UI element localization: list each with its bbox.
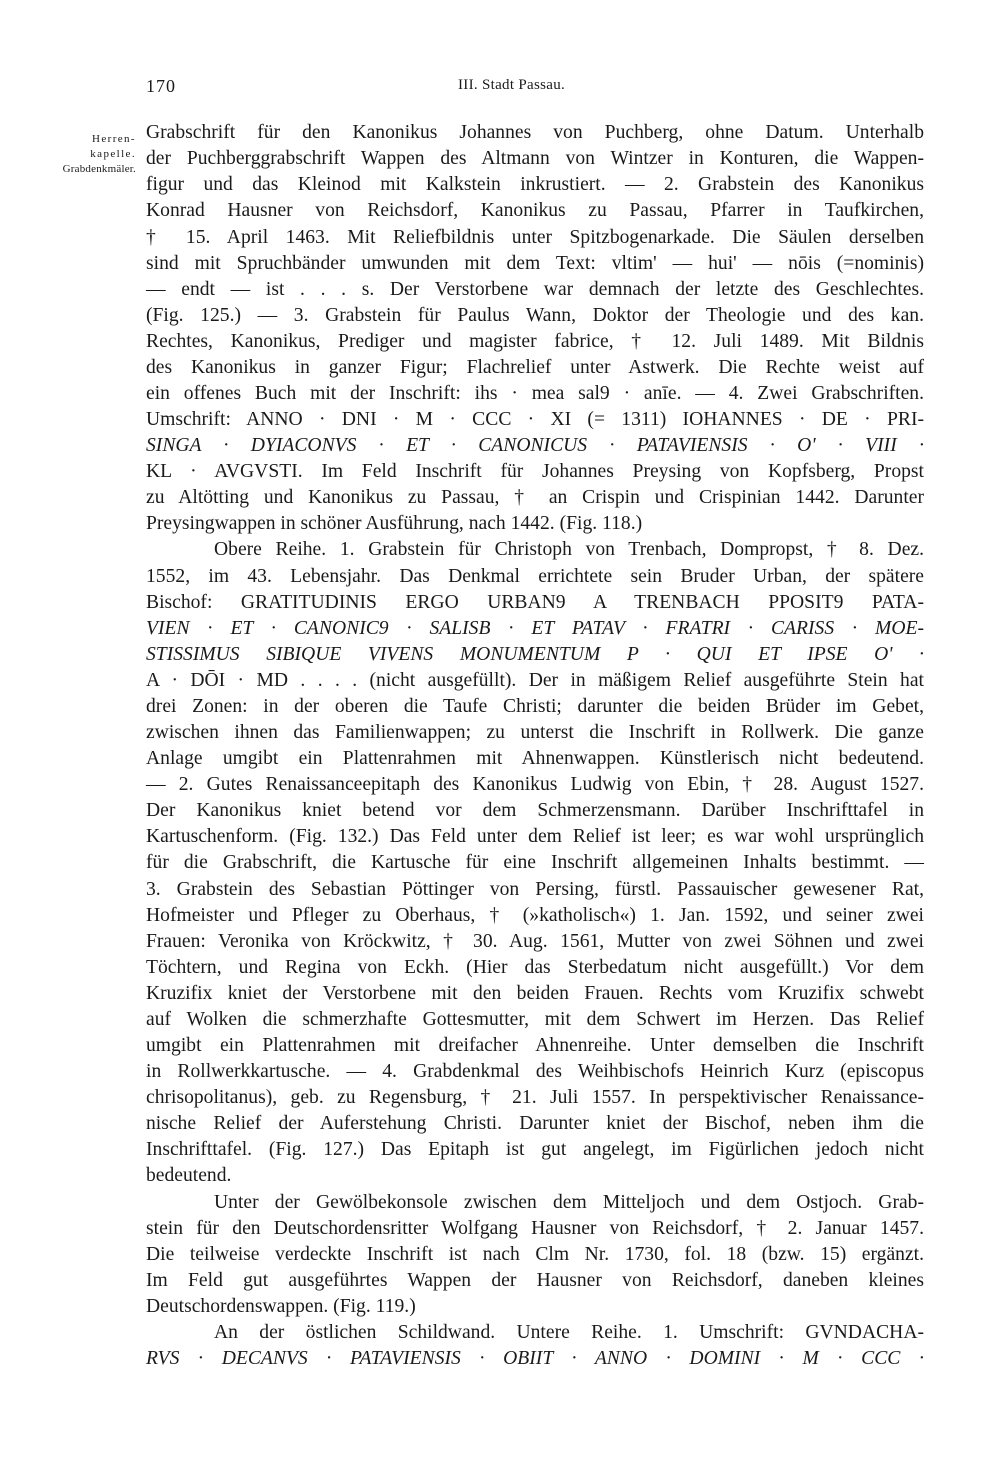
- text-line: Grabschrift für den Kanonikus Johannes von Puchberg, ohne Datum. Unterhalb: [146, 122, 924, 143]
- text-line: Anlage umgibt ein Plattenrahmen mit Ahnenwappen. Künstlerisch nicht bedeutend.: [146, 748, 924, 769]
- text-line: Töchtern, und Regina von Eckh. (Hier das Sterbedatum nicht ausgefüllt.) Vor dem: [146, 957, 924, 978]
- text-line: stein für den Deutschordensritter Wolfgang Hausner von Reichsdorf, † 2. Januar 1457.: [146, 1218, 924, 1239]
- text-line: nische Relief der Auferstehung Christi. Darunter kniet der Bischof, neben ihm die: [146, 1113, 924, 1134]
- margin-note-line: kapelle.: [90, 148, 136, 160]
- text-line: An der östlichen Schildwand. Untere Reihe. 1. Umschrift: GVNDACHA-: [214, 1322, 924, 1343]
- text-line: — endt — ist . . . s. Der Verstorbene war demnach der letzte des Geschlechtes.: [146, 279, 924, 300]
- margin-note-line: Herren-: [92, 133, 136, 145]
- text-line: KL · AVGVSTI. Im Feld Inschrift für Johannes Preysing von Kopfsberg, Propst: [146, 461, 924, 482]
- text-line: auf Wolken die schmerzhafte Gottesmutter, mit dem Schwert im Herzen. Das Relief: [146, 1009, 924, 1030]
- text-line: (Fig. 125.) — 3. Grabstein für Paulus Wann, Doktor der Theologie und des kan.: [146, 305, 924, 326]
- text-line: der Puchberggrabschrift Wappen des Altmann von Wintzer in Konturen, die Wappen-: [146, 148, 924, 169]
- text-line: Konrad Hausner von Reichsdorf, Kanonikus zu Passau, Pfarrer in Taufkirchen,: [146, 200, 924, 221]
- text-line: in Rollwerkkartusche. — 4. Grabdenkmal des Weihbischofs Heinrich Kurz (episcopus: [146, 1061, 924, 1082]
- running-head: III. Stadt Passau.: [458, 77, 566, 93]
- text-line: Preysingwappen in schöner Ausführung, nach 1442. (Fig. 118.): [146, 513, 643, 534]
- text-line: Umschrift: ANNO · DNI · M · CCC · XI (= 1311) IOHANNES · DE · PRI-: [146, 409, 924, 430]
- text-line: Hofmeister und Pfleger zu Oberhaus, † (»katholisch«) 1. Jan. 1592, und seiner zwei: [146, 905, 924, 926]
- text-line: drei Zonen: in der oberen die Taufe Christi; darunter die beiden Brüder im Gebet,: [146, 696, 924, 717]
- text-line: Bischof: GRATITUDINIS ERGO URBAN9 A TRENBACH PPOSIT9 PATA-: [146, 592, 924, 613]
- text-line: zwischen ihnen das Familienwappen; zu unterst die Inschrift in Rollwerk. Die ganze: [146, 722, 924, 743]
- text-line: Der Kanonikus kniet betend vor dem Schmerzensmann. Darüber Inschrifttafel in: [146, 800, 924, 821]
- text-line: für die Grabschrift, die Kartusche für eine Inschrift allgemeinen Inhalts bestimmt. —: [146, 852, 924, 873]
- margin-note: [24, 132, 136, 177]
- text-line: Im Feld gut ausgeführtes Wappen der Hausner von Reichsdorf, daneben kleines: [146, 1270, 924, 1291]
- text-line: des Kanonikus in ganzer Figur; Flachrelief unter Astwerk. Die Rechte weist auf: [146, 357, 924, 378]
- page-number: 170: [146, 76, 176, 96]
- text-line: † 15. April 1463. Mit Reliefbildnis unter Spitzbogenarkade. Die Säulen derselben: [146, 227, 924, 248]
- text-line: Obere Reihe. 1. Grabstein für Christoph von Trenbach, Dompropst, † 8. Dez.: [214, 539, 924, 560]
- text-line: Kruzifix kniet der Verstorbene mit den beiden Frauen. Rechts vom Kruzifix schwebt: [146, 983, 924, 1004]
- text-line: ein offenes Buch mit der Inschrift: ihs · mea sal9 · anīe. — 4. Zwei Grabschriften.: [146, 383, 924, 404]
- text-line: SINGA · DYIACONVS · ET · CANONICUS · PATAVIENSIS · O' · VIII ·: [146, 435, 924, 456]
- text-line: VIEN · ET · CANONIC9 · SALISB · ET PATAV · FRATRI · CARISS · MOE-: [146, 618, 924, 639]
- text-line: Deutschordenswappen. (Fig. 119.): [146, 1296, 416, 1317]
- text-line: umgibt ein Plattenrahmen mit dreifacher Ahnenreihe. Unter demselben die Inschrift: [146, 1035, 924, 1056]
- text-line: RVS · DECANVS · PATAVIENSIS · OBIIT · ANNO · DOMINI · M · CCC ·: [146, 1348, 924, 1369]
- text-line: Inschrifttafel. (Fig. 127.) Das Epitaph ist gut angelegt, im Figürlichen jedoch nicht: [146, 1139, 924, 1160]
- text-line: sind mit Spruchbänder umwunden mit dem Text: vltim' — hui' — nōis (=nominis): [146, 253, 924, 274]
- text-line: Frauen: Veronika von Kröckwitz, † 30. Aug. 1561, Mutter von zwei Söhnen und zwei: [146, 931, 924, 952]
- text-line: zu Altötting und Kanonikus zu Passau, † an Crispin und Crispinian 1442. Darunter: [146, 487, 924, 508]
- text-line: A · DŌI · MD . . . . (nicht ausgefüllt). Der in mäßigem Relief ausgeführte Stein hat: [146, 670, 924, 691]
- text-line: 3. Grabstein des Sebastian Pöttinger von Persing, fürstl. Passauischer gewesener Rat,: [146, 879, 924, 900]
- text-line: Unter der Gewölbekonsole zwischen dem Mitteljoch und dem Ostjoch. Grab-: [214, 1192, 924, 1213]
- text-line: bedeutend.: [146, 1165, 232, 1186]
- text-line: 1552, im 43. Lebensjahr. Das Denkmal errichtete sein Bruder Urban, der spätere: [146, 566, 924, 587]
- margin-note-line: Grabdenkmäler.: [62, 163, 136, 175]
- text-line: STISSIMUS SIBIQUE VIVENS MONUMENTUM P · QUI ET IPSE O' ·: [146, 644, 924, 665]
- text-line: Rechtes, Kanonikus, Prediger und magister fabrice, † 12. Juli 1489. Mit Bildnis: [146, 331, 924, 352]
- text-line: chrisopolitanus), geb. zu Regensburg, † 21. Juli 1557. In perspektivischer Renaissance-: [146, 1087, 924, 1108]
- text-line: Kartuschenform. (Fig. 132.) Das Feld unter dem Relief ist leer; es war wohl ursprünglich: [146, 826, 924, 847]
- text-line: Die teilweise verdeckte Inschrift ist nach Clm Nr. 1730, fol. 18 (bzw. 15) ergänzt.: [146, 1244, 924, 1265]
- text-line: figur und das Kleinod mit Kalkstein inkrustiert. — 2. Grabstein des Kanonikus: [146, 174, 924, 195]
- text-line: — 2. Gutes Renaissanceepitaph des Kanonikus Ludwig von Ebin, † 28. August 1527.: [146, 774, 924, 795]
